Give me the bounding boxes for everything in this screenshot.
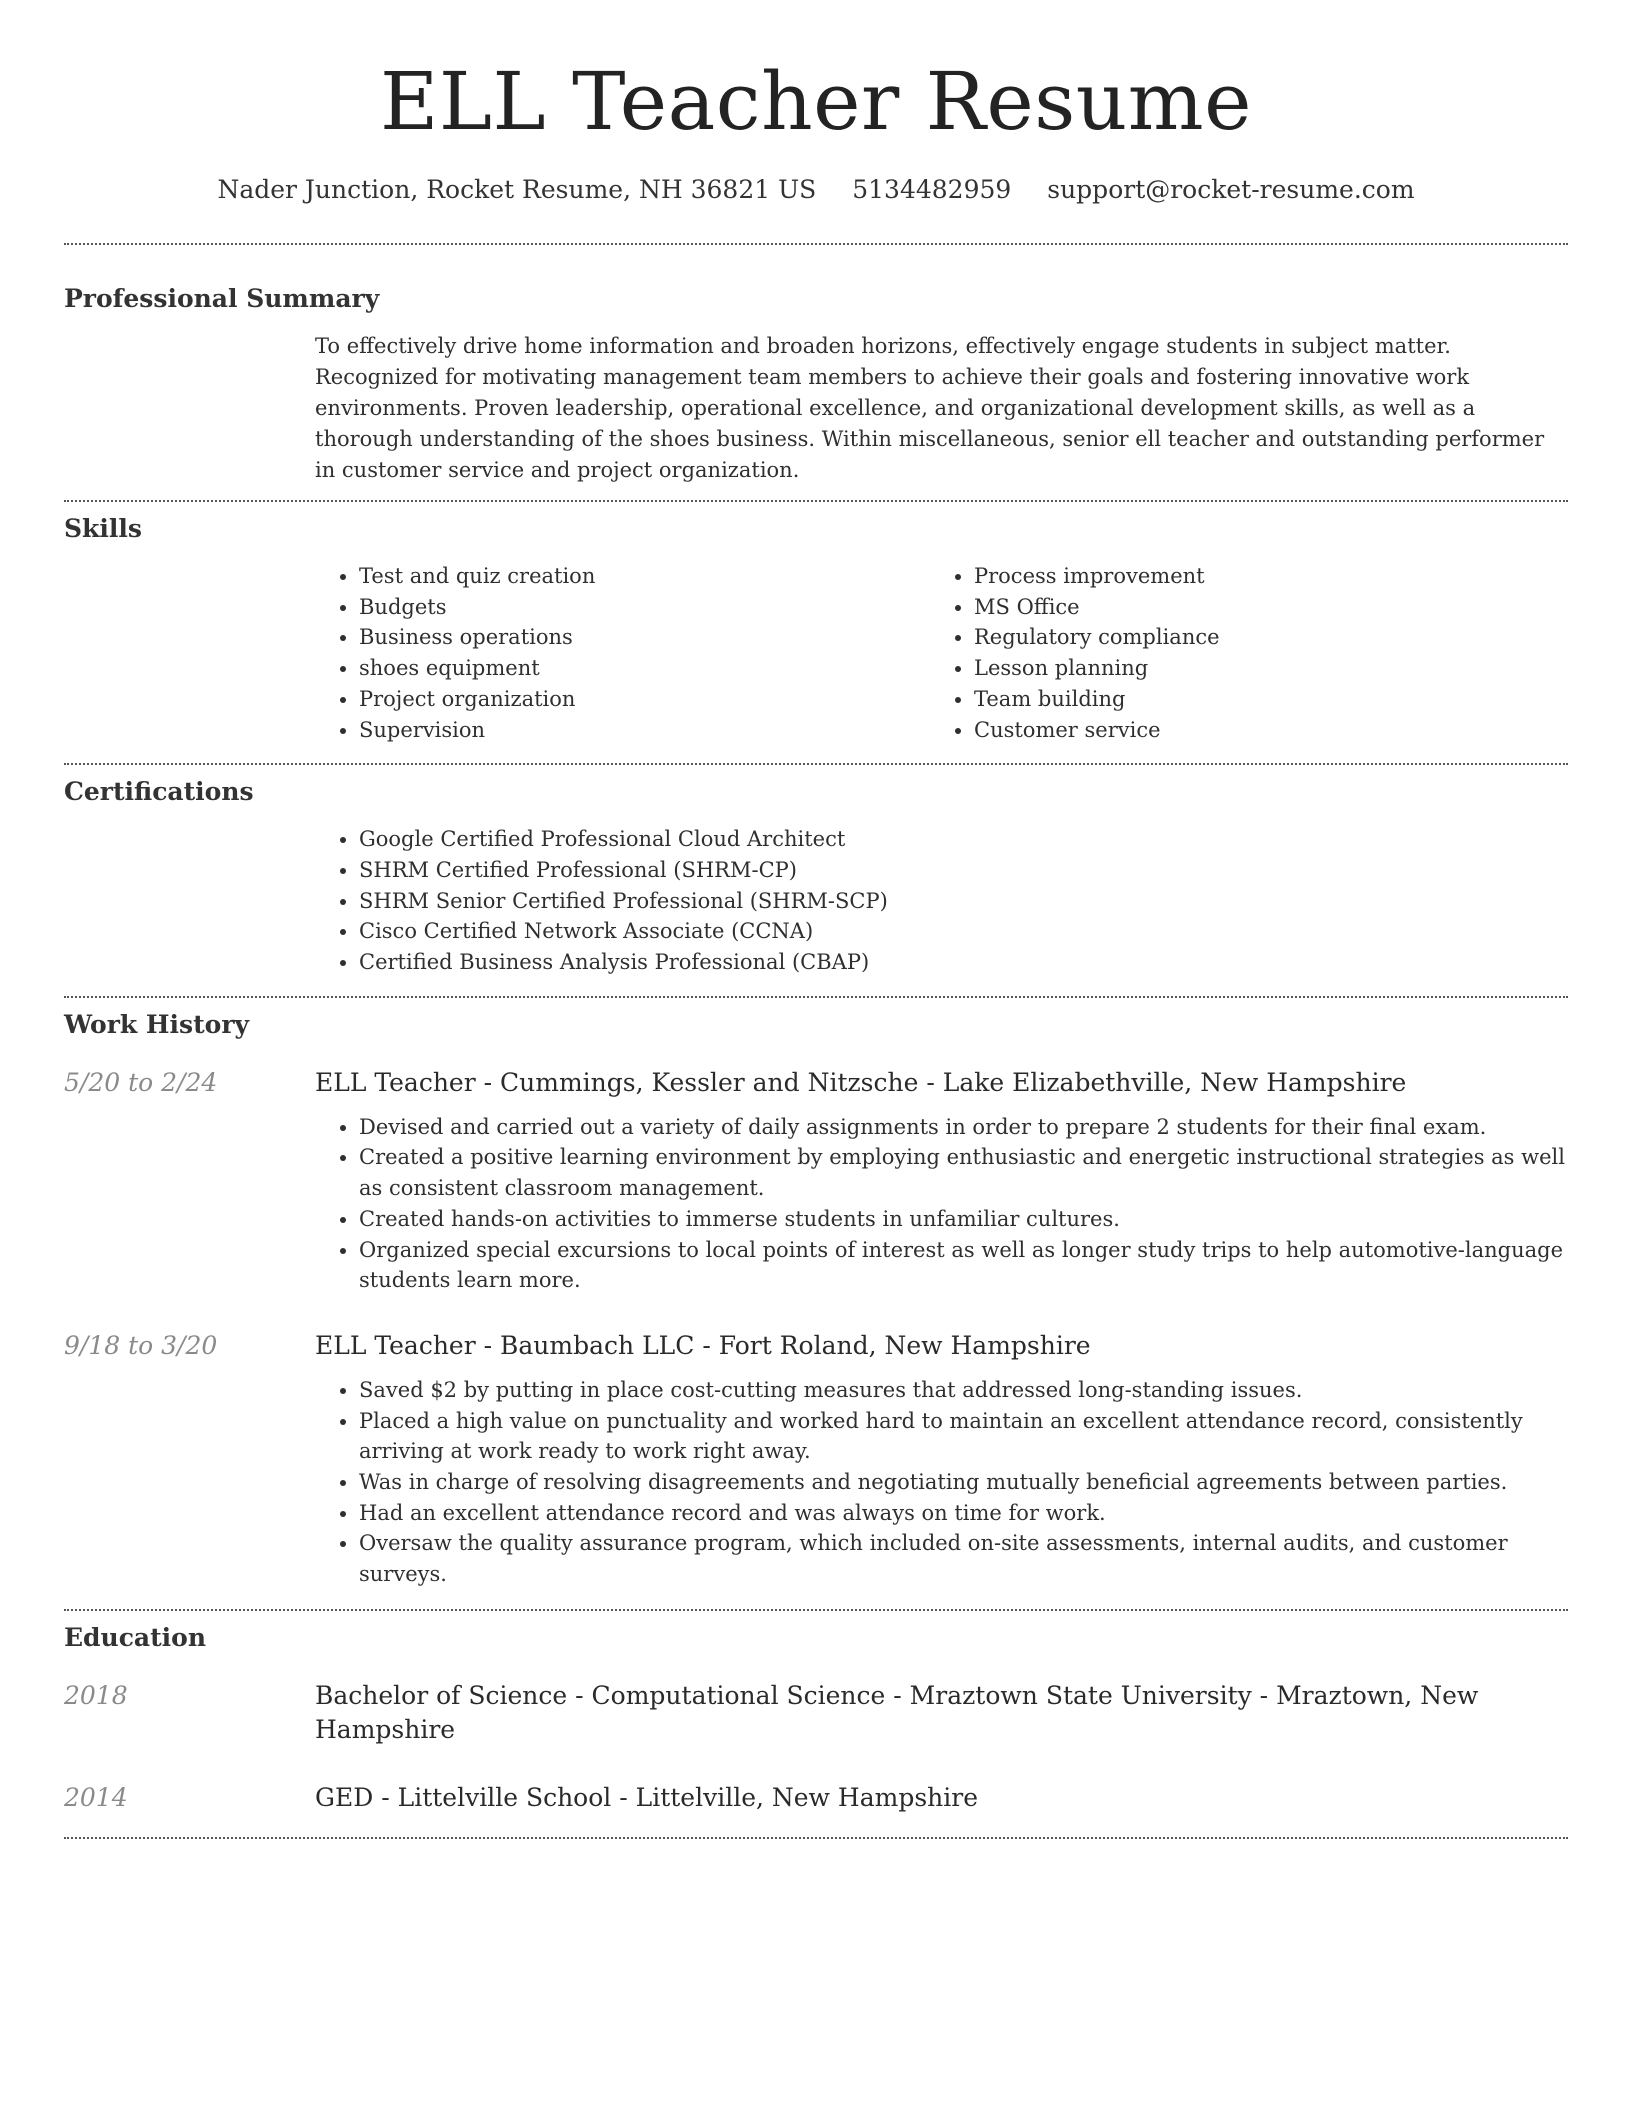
contact-email: support@rocket-resume.com (1047, 175, 1415, 204)
summary-text: To effectively drive home information and broaden horizons, effectively engage students in subject matter. Recognized for motivating management team members to achieve their goals and fostering innovative work environments. Proven leadership, operational excellence, and organizational development skills, as well as a thorough understanding of the shoes business. Within miscellaneous, senior ell teacher and outstanding performer in customer service and project organization. (315, 334, 1545, 482)
resume-page (64, 0, 1568, 1839)
summary-section (64, 245, 1568, 486)
skills-list-right (930, 561, 1545, 745)
list-item: • Budgets (359, 592, 930, 623)
job-bullets (315, 1112, 1568, 1296)
education-heading: Education (64, 1622, 207, 1652)
job-title: ELL Teacher - Baumbach LLC - Fort Roland, New Hampshire (315, 1330, 1091, 1360)
education-section (64, 1611, 1568, 1815)
list-item: • Was in charge of resolving disagreements and negotiating mutually beneficial agreements between parties. (359, 1467, 1568, 1498)
divider (64, 1837, 1568, 1839)
list-item: • Created hands-on activities to immerse students in unfamiliar cultures. (359, 1204, 1568, 1235)
list-item: • Organized special excursions to local points of interest as well as longer study trips to help automotive-language students learn more. (359, 1235, 1568, 1296)
list-item: • Lesson planning (974, 653, 1545, 684)
certifications-list (315, 824, 1568, 978)
contact-phone: 5134482959 (852, 175, 1012, 204)
skills-heading: Skills (64, 514, 142, 543)
list-item: • Oversaw the quality assurance program, which included on-site assessments, internal audits, and customer surveys. (359, 1528, 1568, 1589)
education-text: GED - Littelville School - Littelville, New Hampshire (315, 1782, 978, 1812)
education-entry (64, 1679, 1568, 1747)
skills-list-left (315, 561, 930, 745)
list-item: • Saved $2 by putting in place cost-cutting measures that addressed long-standing issues. (359, 1375, 1568, 1406)
list-item: • Customer service (974, 715, 1545, 746)
list-item: • Had an excellent attendance record and was always on time for work. (359, 1498, 1568, 1529)
list-item: • Supervision (359, 715, 930, 746)
skills-section (64, 502, 1568, 745)
contact-line (64, 174, 1568, 206)
job-entry (64, 1066, 1568, 1100)
job-bullets (315, 1375, 1568, 1590)
certifications-section (64, 765, 1568, 978)
list-item: • SHRM Certified Professional (SHRM-CP) (359, 855, 1568, 886)
list-item: • Regulatory compliance (974, 622, 1545, 653)
list-item: • SHRM Senior Certified Professional (SHRM-SCP) (359, 886, 1568, 917)
list-item: • Devised and carried out a variety of daily assignments in order to prepare 2 students for their final exam. (359, 1112, 1568, 1143)
job-entry (64, 1329, 1568, 1363)
education-year: 2018 (64, 1680, 128, 1710)
list-item: • Certified Business Analysis Professional (CBAP) (359, 947, 1568, 978)
education-year: 2014 (64, 1782, 128, 1812)
list-item: • Project organization (359, 684, 930, 715)
list-item: • shoes equipment (359, 653, 930, 684)
list-item: • MS Office (974, 592, 1545, 623)
education-entry (64, 1781, 1568, 1815)
work-history-heading: Work History (64, 1009, 250, 1039)
work-history-section (64, 998, 1568, 1590)
job-date: 9/18 to 3/20 (64, 1330, 218, 1360)
certifications-heading: Certifications (64, 777, 254, 807)
list-item: • Google Certified Professional Cloud Architect (359, 824, 1568, 855)
job-title: ELL Teacher - Cummings, Kessler and Nitzsche - Lake Elizabethville, New Hampshire (315, 1067, 1407, 1097)
list-item: • Process improvement (974, 561, 1545, 592)
education-text: Bachelor of Science - Computational Science - Mraztown State University - Mraztown, New Hampshire (315, 1680, 1479, 1744)
contact-address: Nader Junction, Rocket Resume, NH 36821 US (217, 175, 817, 204)
list-item: • Created a positive learning environment by employing enthusiastic and energetic instructional strategies as well as consistent classroom management. (359, 1142, 1568, 1203)
list-item: • Business operations (359, 622, 930, 653)
summary-heading: Professional Summary (64, 284, 380, 313)
list-item: • Test and quiz creation (359, 561, 930, 592)
resume-title: ELL Teacher Resume (380, 55, 1252, 148)
list-item: • Cisco Certified Network Associate (CCNA) (359, 916, 1568, 947)
list-item: • Placed a high value on punctuality and worked hard to maintain an excellent attendance record, consistently arriving at work ready to work right away. (359, 1406, 1568, 1467)
job-date: 5/20 to 2/24 (64, 1067, 218, 1097)
list-item: • Team building (974, 684, 1545, 715)
